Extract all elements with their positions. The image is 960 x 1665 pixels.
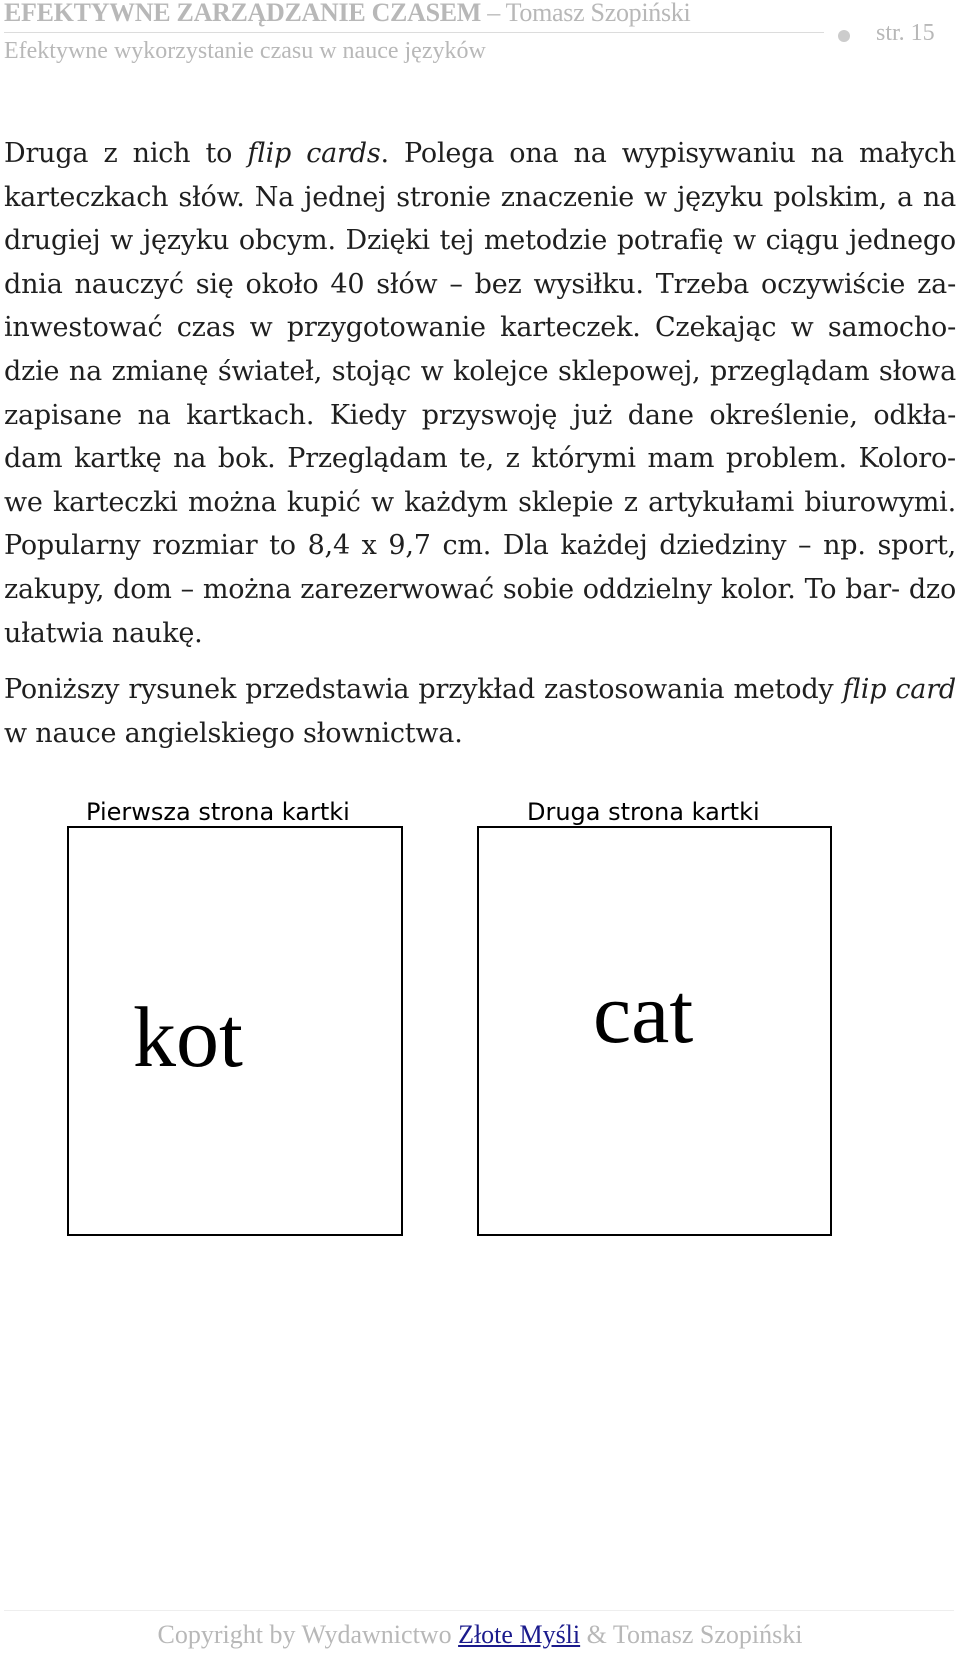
- text-line: dzie na zmianę świateł, stojąc w kolejce sklepowej, przeglądam słowa: [4, 355, 956, 387]
- page-header: [4, 0, 954, 70]
- bullet-dot-icon: [838, 30, 850, 42]
- text-line: dzo ułatwia naukę.: [4, 573, 957, 649]
- term-flip: flip: [842, 674, 887, 705]
- paragraph-figure-intro: [4, 668, 956, 755]
- header-title-line: [4, 0, 690, 28]
- footer-copyright: Copyright by Wydawnictwo: [157, 1620, 459, 1649]
- page-number: str. 15: [876, 20, 935, 46]
- header-separator: –: [487, 0, 500, 27]
- text-line: karteczkach słów. Na jednej stronie znaczenie w języku polskim, a na: [4, 181, 956, 213]
- paragraph-flip-cards: [4, 132, 956, 655]
- chapter-title: Efektywne wykorzystanie czasu w nauce języków: [4, 38, 486, 64]
- text-line: Popularny rozmiar to 8,4 x 9,7 cm. Dla każdej dziedziny – np. sport,: [4, 530, 956, 562]
- text-line: zakupy, dom – można zarezerwować sobie oddzielny kolor. To bar-: [4, 573, 900, 605]
- text-line: inwestować czas w przygotowanie karteczek. Czekając w samocho-: [4, 312, 956, 344]
- text-line: dam kartkę na bok. Przeglądam te, z którymi mam problem. Koloro-: [4, 443, 956, 475]
- page-footer: [0, 1620, 960, 1650]
- header-rule: [4, 32, 824, 33]
- text-line: we karteczki można kupić w każdym sklepie z artykułami biurowymi.: [4, 486, 956, 518]
- back-card-label: Druga strona kartki: [527, 798, 760, 826]
- front-flip-card: [67, 826, 403, 1236]
- back-card-word: cat: [593, 965, 694, 1061]
- text-line: Druga z nich to flip cards. Polega ona na wypisywaniu na małych: [4, 138, 956, 169]
- back-flip-card: [477, 826, 832, 1236]
- header-author: Tomasz Szopiński: [505, 0, 691, 27]
- text-line: zapisane na kartkach. Kiedy przyswoję już dane określenie, odkła-: [4, 399, 956, 431]
- text-line: Poniższy rysunek przedstawia przykład zastosowania metody flip: [4, 674, 887, 705]
- text-line: drugiej w języku obcym. Dzięki tej metodzie potrafię w ciągu jednego: [4, 225, 956, 257]
- footer-rule: [4, 1610, 954, 1611]
- front-card-word: kot: [133, 989, 243, 1085]
- front-card-label: Pierwsza strona kartki: [86, 798, 350, 826]
- text-line: card w nauce angielskiego słownictwa.: [4, 674, 956, 749]
- text-line: dnia nauczyć się około 40 słów – bez wysiłku. Trzeba oczywiście za-: [4, 268, 956, 300]
- footer-author: & Tomasz Szopiński: [580, 1620, 803, 1649]
- publisher-link[interactable]: Złote Myśli: [458, 1620, 581, 1649]
- term-flip-cards: flip cards: [247, 138, 381, 169]
- book-title: EFEKTYWNE ZARZĄDZANIE CZASEM: [4, 0, 482, 27]
- term-card: card: [895, 674, 956, 705]
